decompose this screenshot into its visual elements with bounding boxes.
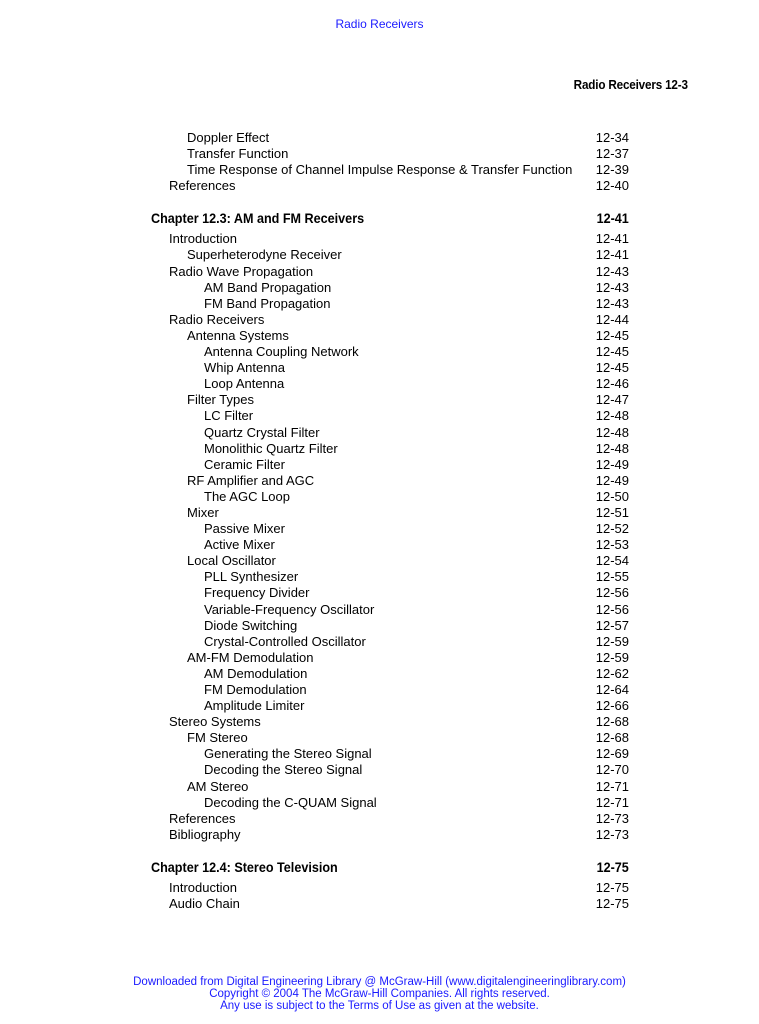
toc-entry-title: Chapter 12.4: Stereo Television [151, 858, 338, 875]
toc-entry-title: AM Band Propagation [204, 279, 332, 295]
toc-entry-title: Decoding the Stereo Signal [204, 762, 363, 778]
toc-entry-title: Generating the Stereo Signal [204, 746, 372, 762]
toc-entry-page: 12-73 [595, 810, 629, 826]
toc-entry-page: 12-73 [595, 826, 629, 842]
toc-entry-page: 12-64 [595, 682, 629, 697]
toc-entry-page: 12-56 [595, 601, 629, 617]
toc-entry-page: 12-49 [595, 456, 629, 472]
toc-row[interactable] [0, 811, 759, 827]
toc-entry-page: 12-40 [595, 178, 629, 194]
toc-row[interactable] [0, 344, 759, 360]
toc-entry-title: Amplitude Limiter [204, 698, 305, 714]
toc-entry-title: Transfer Function [187, 146, 289, 162]
toc-entry-page: 12-45 [595, 327, 629, 343]
toc-row[interactable] [0, 425, 759, 441]
toc-entry-page: 12-75 [595, 896, 629, 912]
toc-entry-page: 12-59 [595, 649, 629, 665]
toc-entry-title: RF Amplifier and AGC [187, 472, 315, 488]
footer-download-link[interactable]: Downloaded from Digital Engineering Library @ McGraw-Hill (www.digitalengineeringlibrary.com) [133, 976, 626, 988]
toc-entry-page: 12-62 [595, 665, 629, 681]
toc-row[interactable] [0, 296, 759, 312]
toc-entry-page: 12-55 [595, 569, 629, 585]
toc-entry-page: 12-48 [595, 424, 629, 440]
toc-entry-page: 12-46 [595, 376, 629, 392]
toc-row[interactable] [0, 146, 759, 162]
footer-terms-link[interactable]: Any use is subject to the Terms of Use as given at the website. [220, 1000, 539, 1012]
toc-entry-title: Bibliography [169, 826, 241, 842]
toc-row[interactable] [0, 489, 759, 505]
toc-entry-page: 12-47 [595, 392, 629, 408]
toc-entry-page: 12-70 [595, 762, 629, 778]
toc-entry-title: Active Mixer [204, 537, 275, 553]
toc-entry-page: 12-50 [595, 488, 629, 504]
toc-chapter-row[interactable] [0, 208, 759, 228]
toc-entry-title: Audio Chain [169, 896, 240, 912]
toc-entry-page: 12-45 [595, 360, 629, 376]
toc-entry-title: Passive Mixer [204, 521, 285, 537]
toc-entry-title: Whip Antenna [204, 360, 285, 376]
toc-row[interactable] [0, 247, 759, 263]
toc-entry-page: 12-48 [595, 408, 629, 424]
toc-row[interactable] [0, 457, 759, 473]
toc-chapter-row[interactable] [0, 857, 759, 877]
toc-row[interactable] [0, 178, 759, 194]
toc-row[interactable] [0, 376, 759, 392]
toc-row[interactable] [0, 537, 759, 553]
toc-entry-title: Filter Types [187, 392, 254, 408]
toc-entry-title: Introduction [169, 879, 237, 895]
toc-entry-title: PLL Synthesizer [204, 569, 299, 585]
toc-row[interactable] [0, 795, 759, 811]
toc-entry-title: Ceramic Filter [204, 456, 285, 472]
toc-entry-page: 12-44 [595, 311, 629, 327]
top-link-radio-receivers[interactable]: Radio Receivers [335, 17, 424, 31]
toc-row[interactable] [0, 441, 759, 457]
toc-row[interactable] [0, 553, 759, 569]
toc-row[interactable] [0, 585, 759, 601]
toc-entry-page: 12-34 [595, 130, 629, 145]
table-of-contents [0, 130, 759, 912]
toc-entry-title: Loop Antenna [204, 376, 285, 392]
toc-entry-title: Decoding the C-QUAM Signal [204, 794, 377, 810]
toc-row[interactable] [0, 408, 759, 424]
toc-row[interactable] [0, 231, 759, 247]
toc-row[interactable] [0, 746, 759, 762]
toc-entry-title: LC Filter [204, 408, 254, 424]
toc-row[interactable] [0, 280, 759, 296]
toc-entry-page: 12-71 [595, 778, 629, 794]
toc-row[interactable] [0, 827, 759, 843]
toc-entry-title: AM Demodulation [204, 665, 308, 681]
running-head: Radio Receivers 12-3 [573, 77, 688, 92]
toc-row[interactable] [0, 896, 759, 912]
toc-entry-page: 12-71 [595, 794, 629, 810]
toc-row[interactable] [0, 392, 759, 408]
toc-row[interactable] [0, 569, 759, 585]
toc-entry-page: 12-59 [595, 633, 629, 649]
toc-row[interactable] [0, 682, 759, 698]
toc-row[interactable] [0, 162, 759, 178]
toc-row[interactable] [0, 779, 759, 795]
toc-entry-title: Quartz Crystal Filter [204, 424, 320, 440]
toc-entry-page: 12-54 [595, 553, 629, 569]
toc-entry-page: 12-43 [595, 263, 629, 279]
toc-row[interactable] [0, 473, 759, 489]
toc-entry-title: The AGC Loop [204, 488, 290, 504]
toc-entry-title: Time Response of Channel Impulse Response & Transfer Function [187, 162, 573, 178]
toc-entry-page: 12-66 [595, 698, 629, 714]
toc-entry-page: 12-56 [595, 585, 629, 601]
toc-entry-page: 12-69 [595, 746, 629, 762]
toc-entry-title: Radio Receivers [169, 311, 265, 327]
toc-entry-page: 12-39 [595, 162, 629, 178]
toc-entry-title: Crystal-Controlled Oscillator [204, 633, 366, 649]
toc-row[interactable] [0, 880, 759, 896]
toc-row[interactable] [0, 360, 759, 376]
toc-entry-title: AM-FM Demodulation [187, 649, 314, 665]
toc-row[interactable] [0, 714, 759, 730]
footer [0, 976, 759, 1012]
toc-entry-page: 12-57 [595, 617, 629, 633]
toc-entry-title: FM Stereo [187, 730, 248, 746]
footer-copyright: Copyright © 2004 The McGraw-Hill Companies. All rights reserved. [209, 988, 550, 1000]
toc-entry-page: 12-45 [595, 344, 629, 360]
toc-entry-page: 12-75 [595, 879, 629, 895]
toc-entry-title: FM Band Propagation [204, 295, 331, 311]
toc-entry-title: Monolithic Quartz Filter [204, 440, 338, 456]
toc-entry-page: 12-68 [595, 730, 629, 746]
toc-entry-page: 12-48 [595, 440, 629, 456]
toc-row[interactable] [0, 618, 759, 634]
toc-row[interactable] [0, 130, 759, 146]
toc-row[interactable] [0, 521, 759, 537]
toc-row[interactable] [0, 505, 759, 521]
toc-row[interactable] [0, 312, 759, 328]
toc-entry-title: Diode Switching [204, 617, 298, 633]
toc-entry-title: Introduction [169, 231, 237, 247]
toc-row[interactable] [0, 602, 759, 618]
toc-entry-page: 12-41 [595, 231, 629, 247]
toc-entry-page: 12-37 [595, 146, 629, 162]
toc-entry-title: Stereo Systems [169, 714, 261, 730]
toc-row[interactable] [0, 264, 759, 280]
toc-entry-title: Local Oscillator [187, 553, 276, 569]
toc-entry-page: 12-49 [595, 472, 629, 488]
toc-entry-title: FM Demodulation [204, 682, 307, 697]
toc-entry-page: 12-75 [596, 858, 629, 875]
toc-entry-page: 12-51 [595, 504, 629, 520]
toc-row[interactable] [0, 650, 759, 666]
toc-entry-page: 12-53 [595, 537, 629, 553]
toc-row[interactable] [0, 666, 759, 682]
toc-entry-title: Radio Wave Propagation [169, 263, 314, 279]
toc-row[interactable] [0, 698, 759, 714]
toc-entry-title: Frequency Divider [204, 585, 310, 601]
toc-entry-page: 12-68 [595, 714, 629, 730]
toc-entry-title: Chapter 12.3: AM and FM Receivers [151, 210, 365, 227]
toc-entry-page: 12-41 [596, 210, 629, 227]
toc-entry-title: References [169, 810, 236, 826]
toc-entry-page: 12-41 [595, 247, 629, 263]
toc-entry-title: AM Stereo [187, 778, 249, 794]
toc-row[interactable] [0, 730, 759, 746]
toc-row[interactable] [0, 634, 759, 650]
toc-entry-title: Antenna Systems [187, 327, 289, 343]
toc-entry-title: Doppler Effect [187, 130, 270, 145]
toc-entry-title: Superheterodyne Receiver [187, 247, 342, 263]
toc-row[interactable] [0, 762, 759, 778]
toc-entry-page: 12-43 [595, 295, 629, 311]
toc-entry-title: Variable-Frequency Oscillator [204, 601, 375, 617]
toc-entry-page: 12-52 [595, 521, 629, 537]
toc-entry-title: Antenna Coupling Network [204, 344, 359, 360]
toc-entry-title: References [169, 178, 236, 194]
toc-row[interactable] [0, 328, 759, 344]
toc-entry-page: 12-43 [595, 279, 629, 295]
toc-entry-title: Mixer [187, 504, 219, 520]
